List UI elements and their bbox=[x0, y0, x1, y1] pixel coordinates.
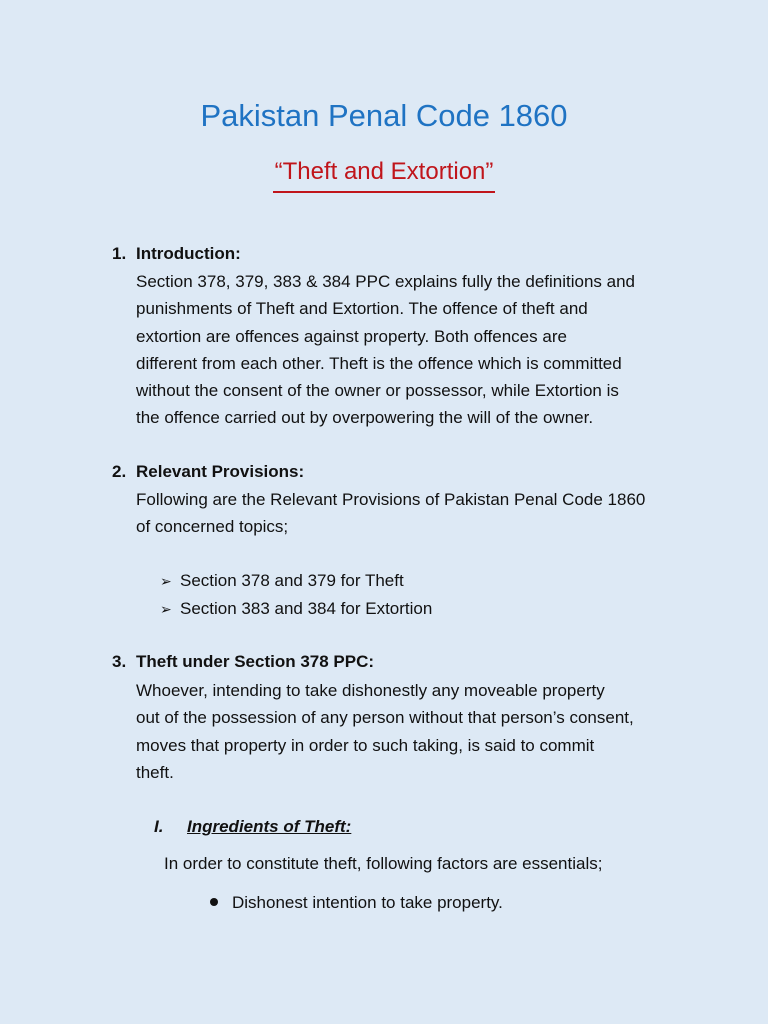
text-line: different from each other. Theft is the offence which is committed bbox=[136, 353, 622, 373]
provision-list-item bbox=[160, 567, 404, 595]
document-subtitle-text: “Theft and Extortion” bbox=[273, 154, 496, 193]
text-line: punishments of Theft and Extortion. The offence of theft and bbox=[136, 299, 588, 319]
text-line: moves that property in order to such taking, is said to commit bbox=[136, 735, 595, 755]
text-line: extortion are offences against property. Both offences are bbox=[136, 326, 567, 346]
subsection-intro: In order to constitute theft, following factors are essentials; bbox=[164, 854, 603, 873]
provision-item-text: Section 383 and 384 for Extortion bbox=[180, 599, 433, 618]
text-line: Section 378, 379, 383 & 384 PPC explains fully the definitions and bbox=[136, 272, 636, 291]
document-subtitle bbox=[0, 154, 768, 193]
arrow-bullet-icon: ➢ bbox=[160, 601, 172, 617]
section-body-theft bbox=[136, 677, 696, 786]
subsection-numeral: I. bbox=[154, 817, 164, 836]
ingredient-item-text: Dishonest intention to take property. bbox=[232, 893, 503, 912]
section-heading-theft: Theft under Section 378 PPC: bbox=[136, 652, 375, 671]
arrow-bullet-icon: ➢ bbox=[160, 573, 172, 589]
text-line: without the consent of the owner or possessor, while Extortion is bbox=[136, 381, 619, 401]
section-number-theft: 3. bbox=[112, 652, 127, 671]
provision-item-text: Section 378 and 379 for Theft bbox=[180, 571, 404, 590]
section-body-provisions bbox=[136, 486, 696, 541]
text-line: the offence carried out by overpowering the will of the owner. bbox=[136, 408, 594, 428]
text-line: Whoever, intending to take dishonestly any moveable property bbox=[136, 681, 605, 700]
section-number-provisions: 2. bbox=[112, 462, 127, 481]
text-line: of concerned topics; bbox=[136, 517, 289, 537]
text-line: out of the possession of any person without that person’s consent, bbox=[136, 708, 634, 728]
section-body-intro bbox=[136, 268, 696, 432]
document-title: Pakistan Penal Code 1860 bbox=[200, 98, 568, 133]
provision-list-item bbox=[160, 595, 432, 623]
text-line: Following are the Relevant Provisions of Pakistan Penal Code 1860 bbox=[136, 490, 646, 509]
section-heading-intro: Introduction: bbox=[136, 244, 241, 263]
text-line: theft. bbox=[136, 762, 174, 782]
section-heading-provisions: Relevant Provisions: bbox=[136, 462, 305, 481]
section-number-intro: 1. bbox=[112, 244, 127, 263]
subsection-heading: Ingredients of Theft: bbox=[187, 817, 352, 836]
bullet-dot-icon bbox=[210, 898, 218, 906]
ingredient-list-item bbox=[210, 889, 503, 916]
